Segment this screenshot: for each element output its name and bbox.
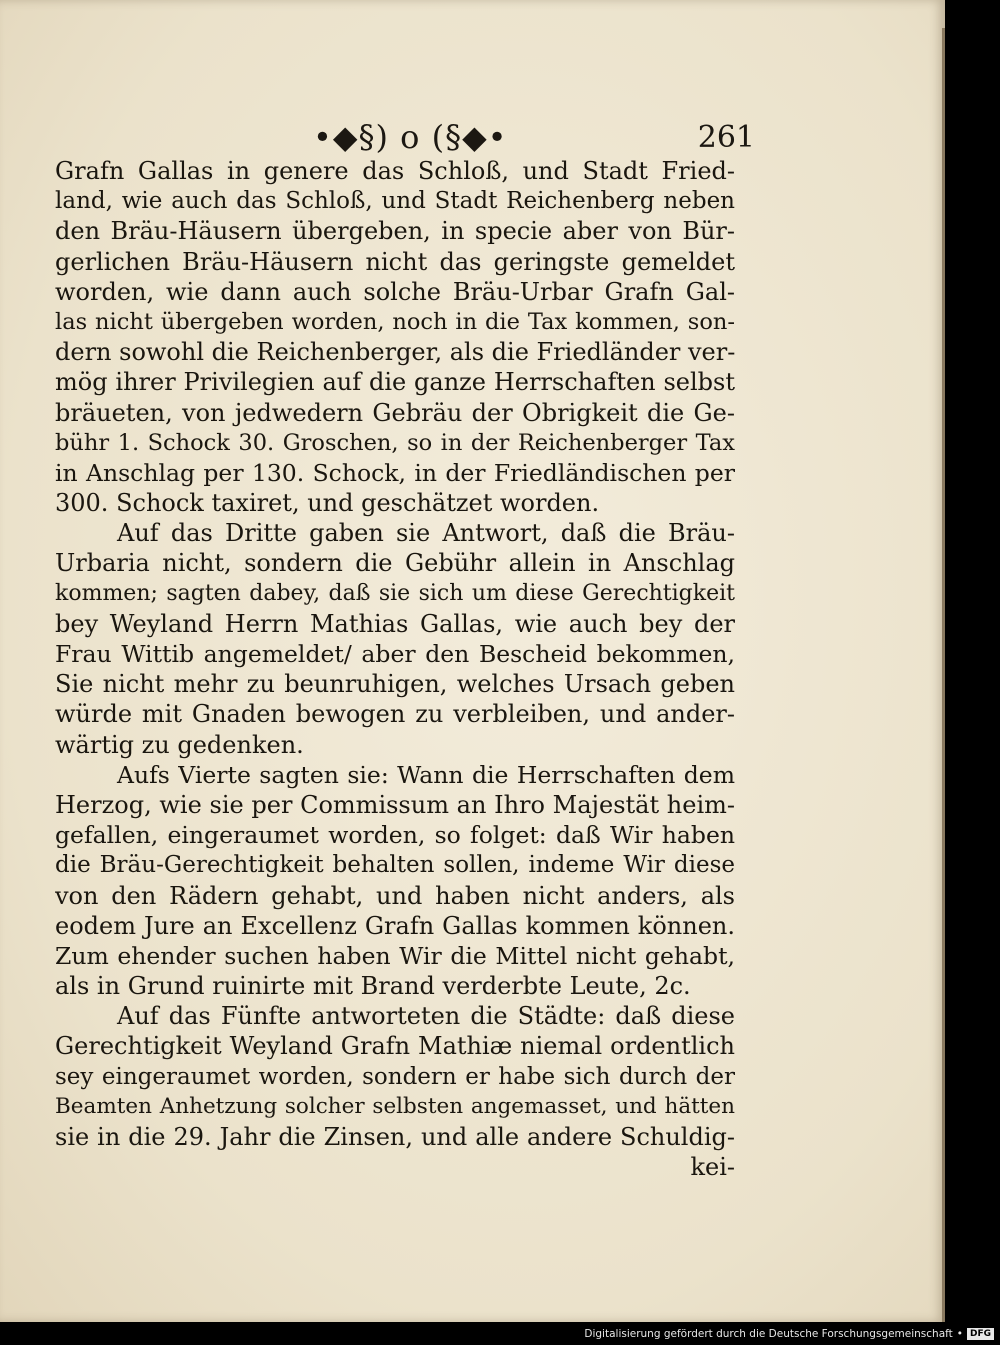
text-line: die Bräu-Gerechtigkeit behalten sollen, indeme Wir diese <box>55 852 735 879</box>
text-line: Urbaria nicht, sondern die Gebühr allein in Anschlag <box>55 549 735 578</box>
text-line: Zum ehender suchen haben Wir die Mittel nicht gehabt, <box>55 941 735 970</box>
text-line: Auf das Dritte gaben sie Antwort, daß die Bräu- <box>117 519 735 548</box>
text-line: worden, wie dann auch solche Bräu-Urbar Grafn Gal- <box>55 277 735 306</box>
text-line: Grafn Gallas in genere das Schloß, und Stadt Fried- <box>55 157 735 185</box>
text-line: würde mit Gnaden bewogen zu verbleiben, und ander- <box>55 700 735 729</box>
text-line: Beamten Anhetzung solcher selbsten angemasset, und hätten <box>55 1093 735 1119</box>
text-line: von den Rädern gehabt, und haben nicht anders, als <box>55 881 735 910</box>
running-header <box>55 118 755 158</box>
text-line: gerlichen Bräu-Häusern nicht das geringste gemeldet <box>55 247 735 276</box>
header-ornament: •◆§) o (§◆• <box>313 118 508 156</box>
text-line: dern sowohl die Reichenberger, als die Friedländer ver- <box>55 338 735 367</box>
text-line: Frau Wittib angemeldet/ aber den Bescheid bekommen, <box>55 640 735 668</box>
text-line: eodem Jure an Excellenz Grafn Gallas kommen können. <box>55 911 735 940</box>
dfg-logo: DFG <box>967 1328 994 1340</box>
digitization-credit <box>584 1328 994 1340</box>
text-line: 300. Schock taxiret, und geschätzet worden. <box>55 489 600 518</box>
catchword: kei- <box>690 1153 735 1182</box>
text-line: kommen; sagten dabey, daß sie sich um diese Gerechtigkeit <box>55 580 735 606</box>
page-number: 261 <box>697 120 755 155</box>
text-line: bey Weyland Herrn Mathias Gallas, wie auch bey der <box>55 609 735 638</box>
text-line: mög ihrer Privilegien auf die ganze Herrschaften selbst <box>55 368 735 397</box>
credit-separator: • <box>956 1328 963 1340</box>
text-line: bühr 1. Schock 30. Groschen, so in der Reichenberger Tax <box>55 429 735 456</box>
text-line: sie in die 29. Jahr die Zinsen, und alle andere Schuldig- <box>55 1123 735 1151</box>
text-line: land, wie auch das Schloß, und Stadt Reichenberg neben <box>55 188 735 215</box>
text-line: las nicht übergeben worden, noch in die Tax kommen, son- <box>55 308 735 335</box>
text-line: gefallen, eingeraumet worden, so folget: daß Wir haben <box>55 821 735 850</box>
page-edge <box>942 28 945 1322</box>
text-line: Gerechtigkeit Weyland Grafn Mathiæ niemal ordentlich <box>55 1032 735 1061</box>
text-line: Sie nicht mehr zu beunruhigen, welches Ursach geben <box>55 670 735 699</box>
text-line: Aufs Vierte sagten sie: Wann die Herrschaften dem <box>117 760 735 789</box>
text-line: Auf das Fünfte antworteten die Städte: daß diese <box>117 1002 735 1031</box>
text-line: den Bräu-Häusern übergeben, in specie aber von Bür- <box>55 217 735 246</box>
text-line: in Anschlag per 130. Schock, in der Friedländischen per <box>55 458 735 487</box>
credit-text: Digitalisierung gefördert durch die Deutsche Forschungsgemeinschaft <box>584 1328 953 1340</box>
body-text <box>55 156 735 1182</box>
text-line: als in Grund ruinirte mit Brand verderbte Leute, 2c. <box>55 972 691 1001</box>
text-line: wärtig zu gedenken. <box>55 730 304 759</box>
text-line: sey eingeraumet worden, sondern er habe sich durch der <box>55 1063 735 1090</box>
text-line: bräueten, von jedwedern Gebräu der Obrigkeit die Ge- <box>55 398 735 427</box>
text-line: Herzog, wie sie per Commissum an Ihro Majestät heim- <box>55 790 735 819</box>
